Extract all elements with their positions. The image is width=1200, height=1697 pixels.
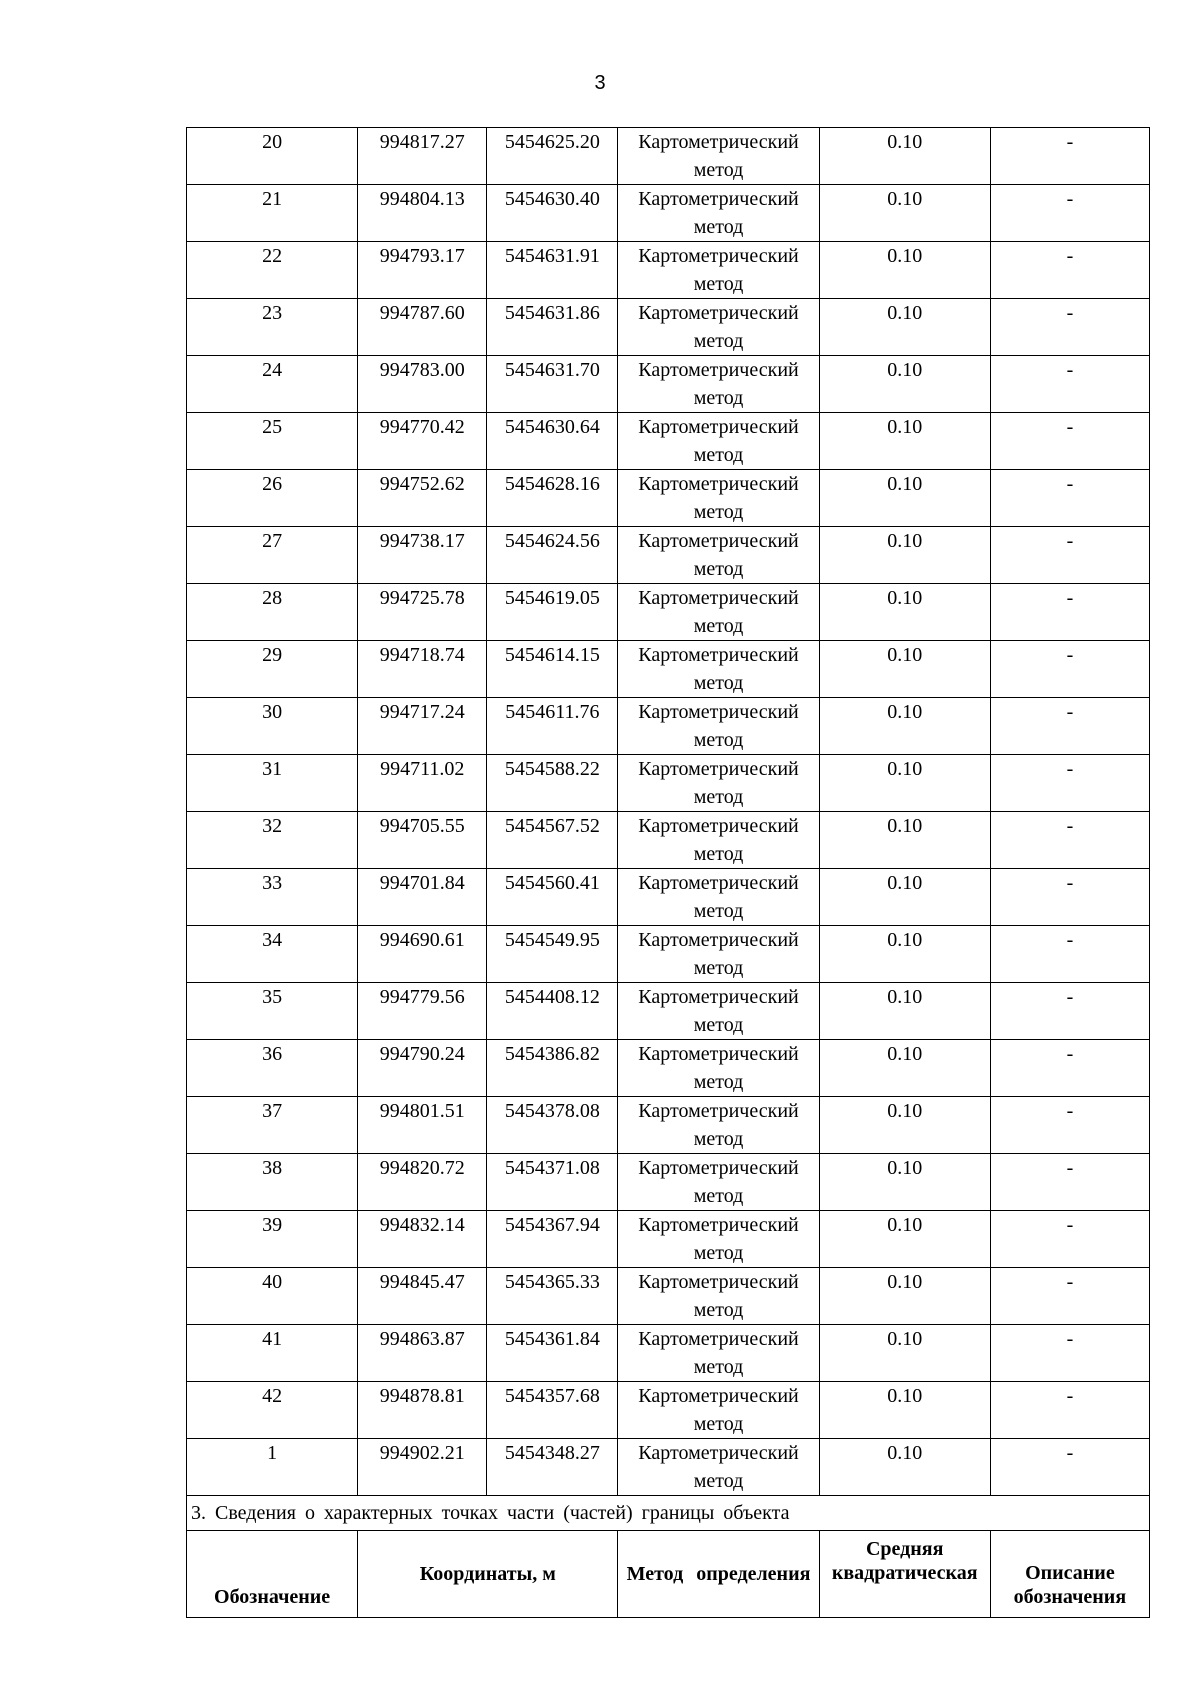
cell-y: 5454588.22 (487, 755, 618, 812)
cell-method (618, 1211, 819, 1268)
cell-x: 994801.51 (358, 1097, 487, 1154)
method-line2: метод (693, 1470, 744, 1492)
cell-designation: 22 (187, 242, 358, 299)
cell-description: - (990, 869, 1149, 926)
cell-method (618, 413, 819, 470)
cell-y: 5454631.91 (487, 242, 618, 299)
cell-error: 0.10 (819, 869, 990, 926)
cell-description: - (990, 299, 1149, 356)
cell-method (618, 356, 819, 413)
cell-y: 5454631.86 (487, 299, 618, 356)
cell-description: - (990, 128, 1149, 185)
cell-error: 0.10 (819, 755, 990, 812)
method-line2: метод (693, 843, 744, 865)
table-row (187, 470, 1150, 527)
cell-error: 0.10 (819, 983, 990, 1040)
cell-x: 994717.24 (358, 698, 487, 755)
table-row (187, 299, 1150, 356)
cell-error: 0.10 (819, 128, 990, 185)
method-line2: метод (693, 387, 744, 409)
cell-designation: 37 (187, 1097, 358, 1154)
cell-y: 5454348.27 (487, 1439, 618, 1496)
cell-designation: 31 (187, 755, 358, 812)
cell-x: 994783.00 (358, 356, 487, 413)
table-row (187, 1040, 1150, 1097)
table-row (187, 128, 1150, 185)
table-row (187, 1382, 1150, 1439)
cell-error: 0.10 (819, 242, 990, 299)
cell-description: - (990, 242, 1149, 299)
table-body (187, 128, 1150, 1496)
cell-x: 994878.81 (358, 1382, 487, 1439)
cell-x: 994718.74 (358, 641, 487, 698)
header-description-line2: обозначения (1013, 1586, 1127, 1608)
header-description (990, 1531, 1149, 1618)
cell-designation: 42 (187, 1382, 358, 1439)
cell-error: 0.10 (819, 698, 990, 755)
table-row (187, 356, 1150, 413)
cell-description: - (990, 812, 1149, 869)
method-line1: Картометрический (638, 815, 799, 837)
cell-designation: 21 (187, 185, 358, 242)
cell-description: - (990, 755, 1149, 812)
cell-y: 5454367.94 (487, 1211, 618, 1268)
cell-description: - (990, 356, 1149, 413)
cell-description: - (990, 1040, 1149, 1097)
method-line2: метод (693, 501, 744, 523)
method-line2: метод (693, 1356, 744, 1378)
method-line2: метод (693, 1128, 744, 1150)
cell-error: 0.10 (819, 356, 990, 413)
method-line2: метод (693, 957, 744, 979)
cell-description: - (990, 1382, 1149, 1439)
table-row (187, 1154, 1150, 1211)
cell-error: 0.10 (819, 1211, 990, 1268)
cell-designation: 39 (187, 1211, 358, 1268)
cell-description: - (990, 926, 1149, 983)
cell-y: 5454378.08 (487, 1097, 618, 1154)
cell-x: 994787.60 (358, 299, 487, 356)
method-line1: Картометрический (638, 758, 799, 780)
table-row (187, 242, 1150, 299)
cell-y: 5454630.40 (487, 185, 618, 242)
table-row (187, 869, 1150, 926)
cell-y: 5454361.84 (487, 1325, 618, 1382)
cell-y: 5454408.12 (487, 983, 618, 1040)
cell-y: 5454371.08 (487, 1154, 618, 1211)
cell-method (618, 698, 819, 755)
method-line1: Картометрический (638, 1214, 799, 1236)
cell-designation: 27 (187, 527, 358, 584)
cell-y: 5454386.82 (487, 1040, 618, 1097)
table-row (187, 1325, 1150, 1382)
cell-method (618, 1268, 819, 1325)
cell-error: 0.10 (819, 527, 990, 584)
cell-method (618, 869, 819, 926)
cell-x: 994738.17 (358, 527, 487, 584)
cell-x: 994804.13 (358, 185, 487, 242)
cell-x: 994902.21 (358, 1439, 487, 1496)
cell-error: 0.10 (819, 299, 990, 356)
cell-description: - (990, 584, 1149, 641)
header-row (187, 1531, 1150, 1618)
method-line2: метод (693, 444, 744, 466)
cell-method (618, 128, 819, 185)
section-title: 3. Сведения о характерных точках части (частей) границы объекта (187, 1496, 1150, 1531)
header-error (819, 1531, 990, 1618)
cell-y: 5454628.16 (487, 470, 618, 527)
method-line2: метод (693, 1242, 744, 1264)
cell-error: 0.10 (819, 1325, 990, 1382)
cell-method (618, 242, 819, 299)
cell-x: 994690.61 (358, 926, 487, 983)
method-line1: Картометрический (638, 587, 799, 609)
method-line2: метод (693, 216, 744, 238)
method-line1: Картометрический (638, 473, 799, 495)
cell-description: - (990, 1439, 1149, 1496)
cell-x: 994711.02 (358, 755, 487, 812)
method-line2: метод (693, 672, 744, 694)
table-row (187, 1439, 1150, 1496)
cell-method (618, 299, 819, 356)
cell-x: 994752.62 (358, 470, 487, 527)
cell-designation: 40 (187, 1268, 358, 1325)
cell-method (618, 185, 819, 242)
cell-x: 994705.55 (358, 812, 487, 869)
cell-designation: 29 (187, 641, 358, 698)
header-coordinates: Координаты, м (358, 1531, 618, 1618)
method-line2: метод (693, 615, 744, 637)
cell-description: - (990, 698, 1149, 755)
cell-error: 0.10 (819, 1154, 990, 1211)
method-line1: Картометрический (638, 872, 799, 894)
cell-method (618, 1097, 819, 1154)
method-line1: Картометрический (638, 701, 799, 723)
cell-error: 0.10 (819, 185, 990, 242)
method-line2: метод (693, 1185, 744, 1207)
method-line1: Картометрический (638, 1442, 799, 1464)
cell-description: - (990, 1325, 1149, 1382)
cell-description: - (990, 983, 1149, 1040)
table-row (187, 812, 1150, 869)
cell-description: - (990, 1211, 1149, 1268)
table-row (187, 983, 1150, 1040)
cell-y: 5454619.05 (487, 584, 618, 641)
cell-method (618, 1040, 819, 1097)
table-row (187, 1097, 1150, 1154)
cell-designation: 23 (187, 299, 358, 356)
cell-method (618, 983, 819, 1040)
method-line2: метод (693, 786, 744, 808)
cell-method (618, 470, 819, 527)
cell-error: 0.10 (819, 413, 990, 470)
cell-y: 5454614.15 (487, 641, 618, 698)
table-row (187, 755, 1150, 812)
cell-method (618, 1154, 819, 1211)
method-line1: Картометрический (638, 416, 799, 438)
cell-error: 0.10 (819, 1268, 990, 1325)
cell-description: - (990, 185, 1149, 242)
method-line1: Картометрический (638, 986, 799, 1008)
page-number: 3 (594, 72, 606, 94)
method-line2: метод (693, 729, 744, 751)
method-line1: Картометрический (638, 1157, 799, 1179)
cell-error: 0.10 (819, 584, 990, 641)
method-line2: метод (693, 330, 744, 352)
section-3 (187, 1496, 1150, 1618)
cell-x: 994845.47 (358, 1268, 487, 1325)
header-error-line2: квадратическая (831, 1562, 978, 1584)
cell-designation: 1 (187, 1439, 358, 1496)
section-title-row (187, 1496, 1150, 1531)
table-row (187, 185, 1150, 242)
method-line1: Картометрический (638, 530, 799, 552)
method-line1: Картометрический (638, 1100, 799, 1122)
header-description-line1: Описание (1025, 1562, 1115, 1584)
header-designation: Обозначение (187, 1531, 358, 1618)
cell-method (618, 1382, 819, 1439)
method-line2: метод (693, 159, 744, 181)
cell-description: - (990, 527, 1149, 584)
cell-error: 0.10 (819, 926, 990, 983)
method-line1: Картометрический (638, 1043, 799, 1065)
method-line1: Картометрический (638, 188, 799, 210)
cell-description: - (990, 1268, 1149, 1325)
cell-method (618, 1439, 819, 1496)
cell-designation: 28 (187, 584, 358, 641)
cell-x: 994820.72 (358, 1154, 487, 1211)
header-error-line1: Средняя (865, 1538, 944, 1560)
table-row (187, 926, 1150, 983)
method-line2: метод (693, 1413, 744, 1435)
cell-y: 5454630.64 (487, 413, 618, 470)
cell-method (618, 527, 819, 584)
table-row (187, 413, 1150, 470)
cell-designation: 24 (187, 356, 358, 413)
cell-designation: 36 (187, 1040, 358, 1097)
cell-x: 994701.84 (358, 869, 487, 926)
method-line1: Картометрический (638, 929, 799, 951)
method-line1: Картометрический (638, 1271, 799, 1293)
cell-designation: 38 (187, 1154, 358, 1211)
method-line2: метод (693, 1299, 744, 1321)
cell-description: - (990, 413, 1149, 470)
cell-error: 0.10 (819, 1439, 990, 1496)
cell-y: 5454631.70 (487, 356, 618, 413)
cell-method (618, 926, 819, 983)
cell-method (618, 641, 819, 698)
cell-y: 5454560.41 (487, 869, 618, 926)
cell-error: 0.10 (819, 641, 990, 698)
cell-x: 994779.56 (358, 983, 487, 1040)
method-line2: метод (693, 1071, 744, 1093)
method-line1: Картометрический (638, 359, 799, 381)
cell-x: 994817.27 (358, 128, 487, 185)
cell-designation: 35 (187, 983, 358, 1040)
cell-method (618, 755, 819, 812)
method-line1: Картометрический (638, 245, 799, 267)
table-row (187, 1268, 1150, 1325)
cell-x: 994832.14 (358, 1211, 487, 1268)
table-row (187, 584, 1150, 641)
method-line1: Картометрический (638, 302, 799, 324)
cell-method (618, 1325, 819, 1382)
cell-y: 5454567.52 (487, 812, 618, 869)
cell-designation: 30 (187, 698, 358, 755)
cell-error: 0.10 (819, 1040, 990, 1097)
method-line2: метод (693, 273, 744, 295)
cell-method (618, 812, 819, 869)
cell-y: 5454549.95 (487, 926, 618, 983)
method-line1: Картометрический (638, 131, 799, 153)
cell-y: 5454611.76 (487, 698, 618, 755)
cell-designation: 32 (187, 812, 358, 869)
method-line1: Картометрический (638, 1328, 799, 1350)
table-row (187, 1211, 1150, 1268)
cell-error: 0.10 (819, 1097, 990, 1154)
method-line1: Картометрический (638, 644, 799, 666)
method-line2: метод (693, 558, 744, 580)
method-line2: метод (693, 900, 744, 922)
cell-method (618, 584, 819, 641)
cell-y: 5454357.68 (487, 1382, 618, 1439)
cell-x: 994863.87 (358, 1325, 487, 1382)
cell-description: - (990, 641, 1149, 698)
cell-designation: 20 (187, 128, 358, 185)
cell-x: 994770.42 (358, 413, 487, 470)
method-line1: Картометрический (638, 1385, 799, 1407)
cell-description: - (990, 1154, 1149, 1211)
cell-designation: 25 (187, 413, 358, 470)
cell-y: 5454624.56 (487, 527, 618, 584)
cell-x: 994725.78 (358, 584, 487, 641)
method-line2: метод (693, 1014, 744, 1036)
table-row (187, 698, 1150, 755)
cell-x: 994790.24 (358, 1040, 487, 1097)
cell-designation: 41 (187, 1325, 358, 1382)
cell-error: 0.10 (819, 470, 990, 527)
table-row (187, 641, 1150, 698)
cell-designation: 33 (187, 869, 358, 926)
cell-y: 5454625.20 (487, 128, 618, 185)
cell-y: 5454365.33 (487, 1268, 618, 1325)
cell-designation: 34 (187, 926, 358, 983)
cell-x: 994793.17 (358, 242, 487, 299)
table-row (187, 527, 1150, 584)
cell-error: 0.10 (819, 1382, 990, 1439)
cell-designation: 26 (187, 470, 358, 527)
cell-description: - (990, 1097, 1149, 1154)
cell-error: 0.10 (819, 812, 990, 869)
header-method: Метод определения (618, 1531, 819, 1618)
cell-description: - (990, 470, 1149, 527)
coordinates-table (186, 127, 1150, 1618)
